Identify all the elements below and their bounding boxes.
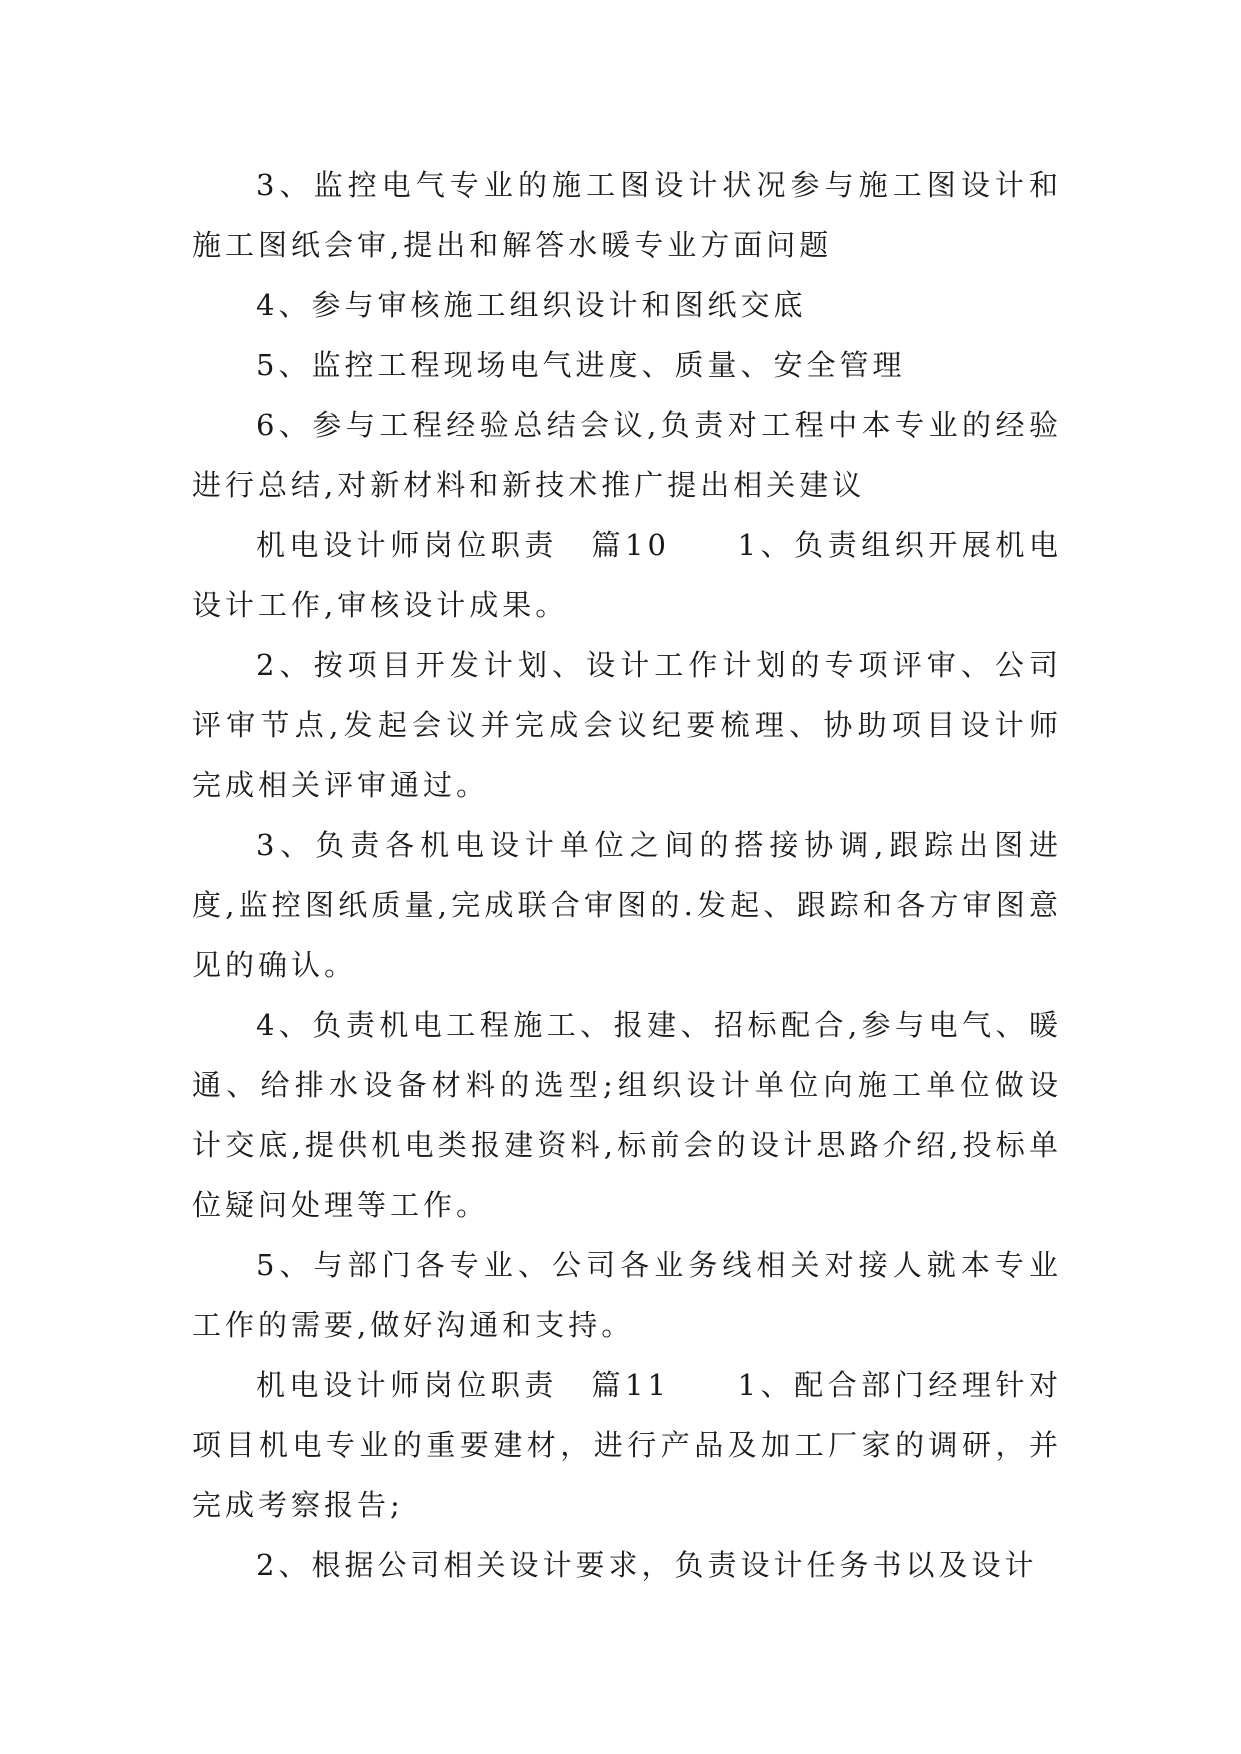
- paragraph-11: 2、根据公司相关设计要求，负责设计任务书以及设计: [256, 1548, 1038, 1582]
- paragraph-3: 5、监控工程现场电气进度、质量、安全管理: [256, 348, 906, 382]
- section-heading-11: 机电设计师岗位职责 篇11 1、配合部门经理针对项目机电专业的重要建材，进行产品及加工厂家的调研，并完成考察报告;: [192, 1368, 1062, 1522]
- paragraph-4: 6、参与工程经验总结会议,负责对工程中本专业的经验进行总结,对新材料和新技术推广提出相关建议: [192, 408, 1062, 502]
- document-body: [192, 155, 1062, 1595]
- paragraph-7: 3、负责各机电设计单位之间的搭接协调,跟踪出图进度,监控图纸质量,完成联合审图的.发起、跟踪和各方审图意见的确认。: [192, 828, 1062, 982]
- paragraph-2: 4、参与审核施工组织设计和图纸交底: [256, 288, 807, 322]
- paragraph-1: 3、监控电气专业的施工图设计状况参与施工图设计和施工图纸会审,提出和解答水暖专业方面问题: [192, 168, 1062, 262]
- paragraph-6: 2、按项目开发计划、设计工作计划的专项评审、公司评审节点,发起会议并完成会议纪要梳理、协助项目设计师完成相关评审通过。: [192, 648, 1062, 802]
- section-heading-10: 机电设计师岗位职责 篇10 1、负责组织开展机电设计工作,审核设计成果。: [192, 528, 1062, 622]
- paragraph-8: 4、负责机电工程施工、报建、招标配合,参与电气、暖通、给排水设备材料的选型;组织设计单位向施工单位做设计交底,提供机电类报建资料,标前会的设计思路介绍,投标单位疑问处理等工作。: [192, 1008, 1062, 1222]
- paragraph-9: 5、与部门各专业、公司各业务线相关对接人就本专业工作的需要,做好沟通和支持。: [192, 1248, 1062, 1342]
